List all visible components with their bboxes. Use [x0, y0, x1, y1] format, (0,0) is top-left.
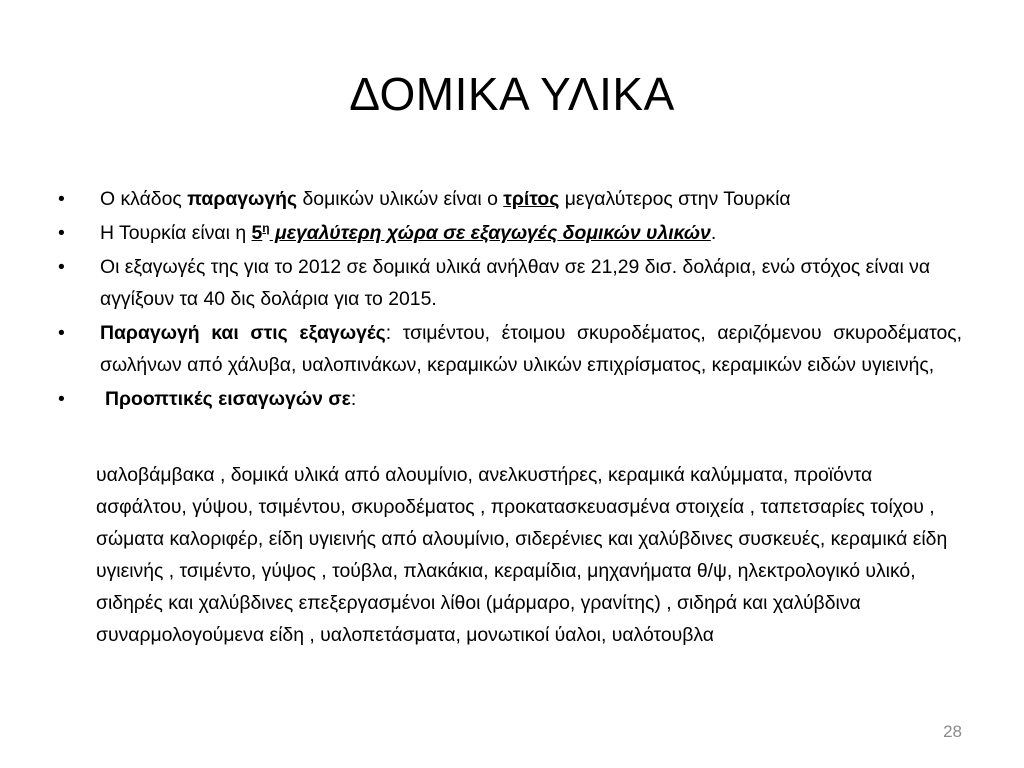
bullet-list	[58, 183, 962, 417]
bullet-icon: •	[58, 388, 65, 410]
bullet-item-export-rank	[58, 217, 962, 249]
rank-number: 5	[251, 222, 263, 244]
bullet-icon: •	[58, 256, 65, 278]
bullet-text: Η Τουρκία είναι η	[100, 222, 252, 244]
slide-title: ΔΟΜΙΚΑ ΥΛΙΚΑ	[349, 68, 675, 120]
bold-text: Παραγωγή και στις εξαγωγές	[100, 322, 386, 344]
bullet-icon: •	[58, 188, 65, 210]
bullet-text: :	[350, 388, 357, 410]
bullet-item-production-sector	[58, 183, 962, 215]
bold-text: παραγωγής	[187, 188, 298, 210]
bold-italic-underlined-text: μεγαλύτερη χώρα σε εξαγωγές δομικών υλικών	[269, 222, 711, 244]
bullet-text: μεγαλύτερος στην Τουρκία	[559, 188, 791, 210]
import-prospects-list: υαλοβάμβακα , δομικά υλικά από αλουμίνιο, ανελκυστήρες, κεραμικά καλύμματα, προϊόντα ασφάλτου, γύψου, τσιμέντου, σκυροδέματος , προκατασκευασμένα στοιχεία , ταπετσαρίες τοίχου , σώματα καλοριφέρ, είδη υγιεινής από αλουμίνιο, σιδερένιες και χαλύβδινες συσκευές, κεραμικά είδη υγιεινής , τσιμέντο, γύψος , τούβλα, πλακάκια, κεραμίδια, μηχανήματα θ/ψ, ηλεκτρολογικό υλικό, σιδηρές και χαλύβδινες επεξεργασμένοι λίθοι (μάρμαρο, γρανίτης) , σιδηρά και χαλύβδινα συναρμολογούμενα είδη , υαλοπετάσματα, μονωτικοί ύαλοι, υαλότουβλα	[96, 464, 948, 646]
bullet-text: .	[710, 222, 717, 244]
bold-text: Προοπτικές εισαγωγών σε	[105, 388, 351, 410]
bullet-item-production-exports	[58, 317, 962, 381]
page-number: 28	[943, 722, 962, 741]
bullet-text: Οι εξαγωγές της για το 2012 σε δομικά υλικά ανήλθαν σε 21,29 δισ. δολάρια, ενώ στόχος είναι να αγγίξουν τα 40 δις δολάρια για το 2015.	[100, 256, 931, 310]
rank-superscript: η	[262, 221, 270, 235]
bullet-icon: •	[58, 322, 65, 344]
bullet-item-import-prospects	[58, 383, 962, 415]
bullet-text: : τσιμέντου, έτοιμου σκυροδέματος, αεριζόμενου σκυροδέματος, σωλήνων από χάλυβα, υαλοπινάκων, κεραμικών υλικών επιχρίσματος, κεραμικών ειδών υγιεινής,	[100, 322, 963, 376]
bullet-icon: •	[58, 222, 65, 244]
bullet-text: δομικών υλικών είναι ο	[297, 188, 504, 210]
bullet-text: Ο κλάδος	[100, 188, 188, 210]
bullet-item-export-figures	[58, 251, 962, 315]
bold-underlined-text: τρίτος	[503, 188, 560, 210]
